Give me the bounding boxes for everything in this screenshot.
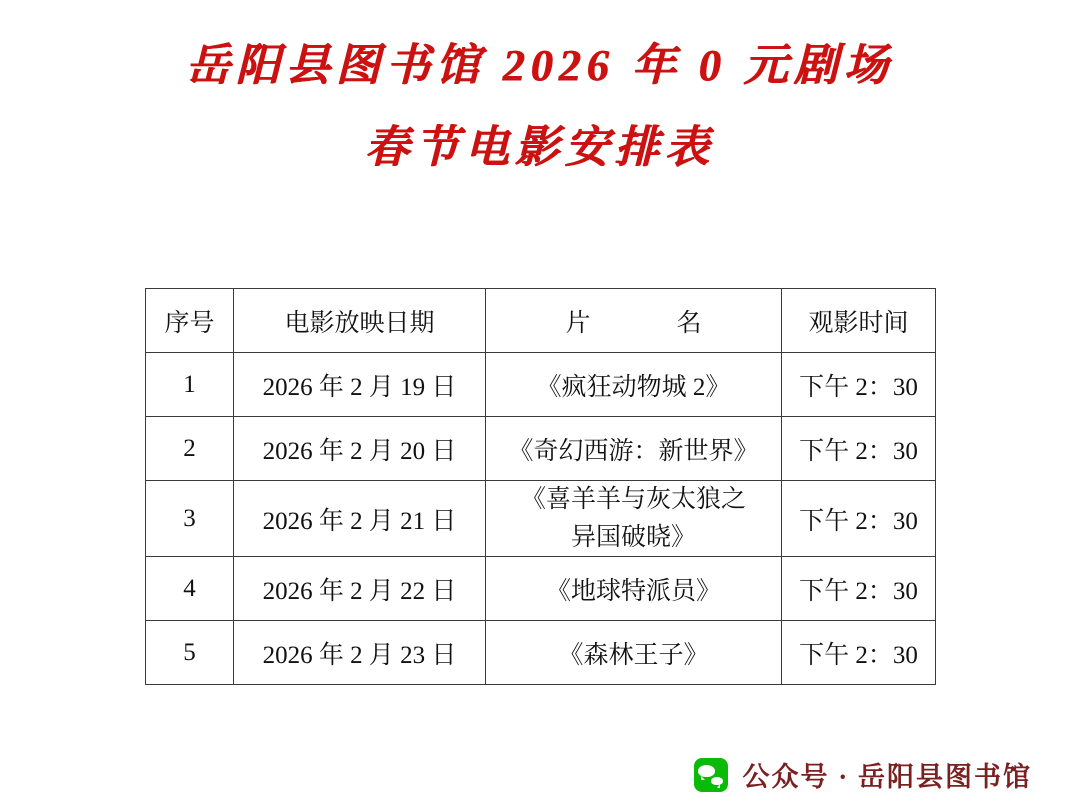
row-film: 《疯狂动物城 2》 [486, 353, 782, 417]
header-film-left: 片 [565, 309, 591, 337]
table-row [146, 481, 936, 557]
row-date: 2026 年 2 月 21 日 [234, 481, 486, 557]
footer [0, 755, 1080, 797]
schedule-table [145, 288, 936, 685]
footer-label: 公众号 · 岳阳县图书馆 [742, 762, 1032, 792]
header-film-right: 名 [676, 309, 702, 337]
row-index: 1 [146, 353, 234, 417]
table-row [146, 353, 936, 417]
row-date: 2026 年 2 月 19 日 [234, 353, 486, 417]
header-date: 电影放映日期 [234, 289, 486, 353]
table-header-row [146, 289, 936, 353]
wechat-bubble-large [698, 765, 715, 777]
schedule-table-wrapper [145, 288, 935, 685]
row-film: 《奇幻西游：新世界》 [486, 417, 782, 481]
wechat-icon [694, 758, 728, 792]
title-line-1: 岳阳县图书馆 2026 年 0 元剧场 [186, 41, 894, 90]
title-line-2: 春节电影安排表 [365, 123, 715, 172]
row-index: 3 [146, 481, 234, 557]
row-index: 2 [146, 417, 234, 481]
row-film: 《森林王子》 [486, 621, 782, 685]
row-time: 下午 2：30 [782, 557, 936, 621]
wechat-bubble-small [710, 776, 724, 786]
row-date: 2026 年 2 月 23 日 [234, 621, 486, 685]
row-time: 下午 2：30 [782, 481, 936, 557]
row-film [486, 481, 782, 557]
row-time: 下午 2：30 [782, 353, 936, 417]
table-row [146, 417, 936, 481]
row-index: 5 [146, 621, 234, 685]
row-film: 《地球特派员》 [486, 557, 782, 621]
header-time: 观影时间 [782, 289, 936, 353]
row-time: 下午 2：30 [782, 417, 936, 481]
header-film [486, 289, 782, 353]
row-date: 2026 年 2 月 20 日 [234, 417, 486, 481]
row-film-line-2: 异国破晓》 [570, 523, 696, 551]
header-index: 序号 [146, 289, 234, 353]
table-row [146, 557, 936, 621]
row-film-line-1: 《喜羊羊与灰太狼之 [520, 486, 746, 513]
row-time: 下午 2：30 [782, 621, 936, 685]
poster-title [0, 0, 1080, 170]
table-row [146, 621, 936, 685]
row-index: 4 [146, 557, 234, 621]
row-date: 2026 年 2 月 22 日 [234, 557, 486, 621]
footer-inner [694, 755, 1032, 794]
